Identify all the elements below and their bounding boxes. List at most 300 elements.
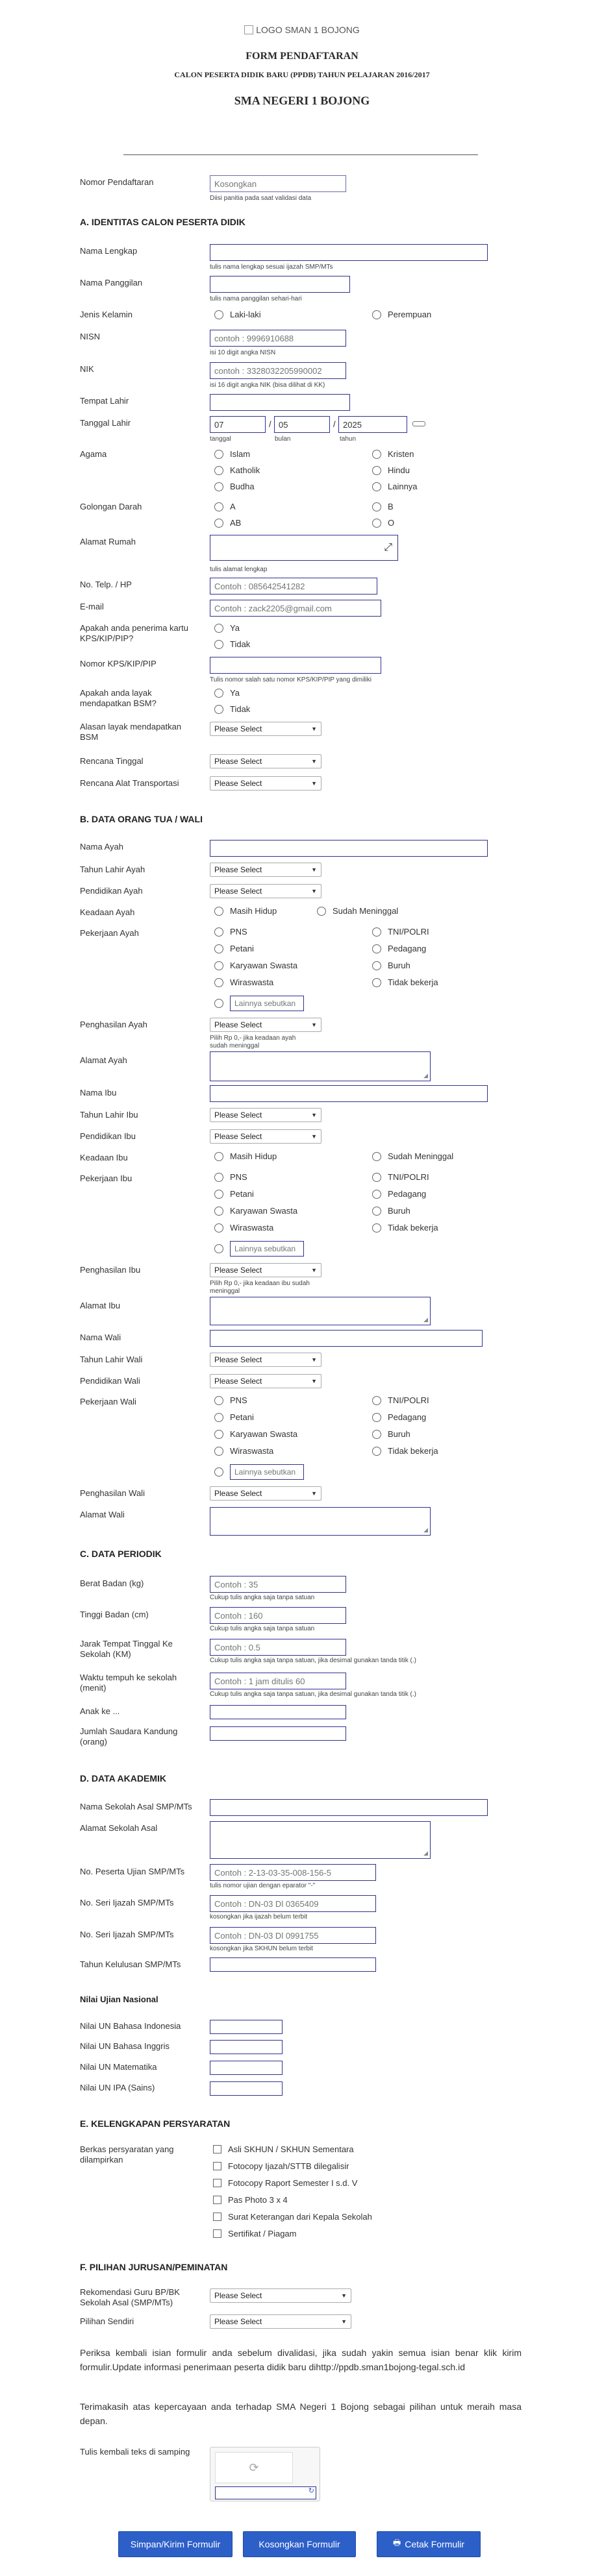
radio-ibu-tidak-bekerja[interactable]	[372, 1223, 438, 1233]
nama-lengkap-label: Nama Lengkap	[80, 246, 138, 256]
radio-wali-buruh[interactable]	[372, 1429, 410, 1439]
resize-grip-icon[interactable]: ◢	[423, 1072, 428, 1079]
alamat-ayah-label: Alamat Ayah	[80, 1055, 127, 1065]
bsm-label: Apakah anda layak mendapatkan BSM?	[80, 688, 157, 708]
radio-circle[interactable]	[372, 1190, 381, 1199]
no-ujian-hint: tulis nomor ujian dengan eparator "-"	[210, 1882, 316, 1889]
section-f-title: F. PILIHAN JURUSAN/PEMINATAN	[80, 2262, 228, 2272]
radio-ibu-pedagang[interactable]	[372, 1189, 426, 1199]
radio-circle[interactable]	[214, 1190, 223, 1199]
nama-ibu-label: Nama Ibu	[80, 1088, 117, 1098]
radio-circle[interactable]	[214, 519, 223, 528]
alamat-wali-textarea[interactable]	[210, 1507, 431, 1536]
radio-label: PNS	[230, 1395, 247, 1405]
no-skhun-label: No. Seri Ijazah SMP/MTs	[80, 1930, 174, 1939]
tanggal-day-input[interactable]	[210, 416, 266, 433]
select-value: Please Select	[214, 1020, 262, 1029]
form-header	[0, 0, 604, 108]
golongan-darah-label: Golongan Darah	[80, 502, 142, 511]
radio-ayah-buruh[interactable]	[372, 961, 410, 970]
no-skhun-input[interactable]	[210, 1927, 376, 1944]
radio-ayah-pns[interactable]	[214, 927, 247, 937]
pendidikan-wali-select[interactable]	[210, 1374, 321, 1388]
radio-ibu-karyawan[interactable]	[214, 1206, 297, 1216]
radio-circle[interactable]	[214, 640, 223, 649]
reset-button[interactable]: Kosongkan Formulir	[243, 2531, 356, 2557]
nisn-hint: isi 10 digit angka NISN	[210, 349, 276, 356]
nilai-un-title: Nilai Ujian Nasional	[80, 1994, 158, 2004]
pilihan-sendiri-select[interactable]	[210, 2314, 351, 2329]
radio-ibu-wiraswasta[interactable]	[214, 1223, 273, 1233]
radio-circle[interactable]	[214, 927, 223, 937]
radio-circle[interactable]	[214, 1207, 223, 1216]
radio-ayah-lainnya[interactable]	[214, 996, 304, 1011]
radio-b[interactable]	[372, 502, 394, 511]
berkas-label: Berkas persyaratan yang dilampirkan	[80, 2144, 174, 2165]
checkbox-box[interactable]	[213, 2229, 221, 2238]
radio-perempuan[interactable]	[372, 310, 431, 319]
radio-label: Masih Hidup	[230, 1151, 277, 1161]
radio-ibu-tni[interactable]	[372, 1172, 429, 1182]
resize-grip-icon[interactable]: ◢	[423, 1527, 428, 1533]
radio-circle[interactable]	[214, 705, 223, 714]
email-input[interactable]	[210, 600, 381, 617]
checkbox-box[interactable]	[213, 2213, 221, 2221]
alamat-rumah-textarea[interactable]	[210, 535, 398, 561]
radio-label: Pedagang	[388, 1412, 427, 1422]
radio-ayah-wiraswasta[interactable]	[214, 977, 273, 987]
penghasilan-ayah-hint: Pilih Rp 0,- jika keadaan ayah sudah meninggal	[210, 1035, 296, 1049]
checkbox-box[interactable]	[213, 2179, 221, 2187]
captcha-loading-icon: ⟳	[215, 2452, 293, 2483]
radio-ibu-lainnya[interactable]	[214, 1241, 304, 1257]
no-ujian-input[interactable]	[210, 1864, 376, 1881]
nama-panggilan-hint: tulis nama panggilan sehari-hari	[210, 295, 302, 302]
alamat-rumah-hint: tulis alamat lengkap	[210, 566, 268, 573]
no-kps-label: Nomor KPS/KIP/PIP	[80, 659, 157, 669]
nisn-input[interactable]	[210, 330, 346, 347]
nama-ibu-input[interactable]	[210, 1085, 488, 1102]
radio-circle[interactable]	[372, 450, 381, 459]
radio-laki-laki[interactable]	[214, 310, 261, 319]
radio-ayah-petani[interactable]	[214, 944, 254, 953]
radio-ibu-petani[interactable]	[214, 1189, 254, 1199]
chevron-down-icon: ▼	[341, 2318, 347, 2325]
captcha-input[interactable]	[215, 2486, 316, 2499]
select-value: Please Select	[214, 1110, 262, 1120]
nilai-inggris-label: Nilai UN Bahasa Inggris	[80, 2041, 170, 2051]
waktu-input[interactable]	[210, 1673, 346, 1689]
alamat-ibu-textarea[interactable]	[210, 1297, 431, 1325]
tahun-lulus-input[interactable]	[210, 1957, 376, 1972]
waktu-label: Waktu tempuh ke sekolah (menit)	[80, 1673, 177, 1693]
no-ijazah-label: No. Seri Ijazah SMP/MTs	[80, 1898, 174, 1907]
radio-ayah-meninggal[interactable]	[317, 906, 398, 916]
chevron-down-icon: ▼	[311, 1133, 317, 1140]
no-ijazah-input[interactable]	[210, 1895, 376, 1912]
radio-label: PNS	[230, 927, 247, 937]
radio-wali-lainnya[interactable]	[214, 1464, 304, 1480]
school-logo	[244, 25, 359, 35]
nilai-indo-label: Nilai UN Bahasa Indonesia	[80, 2021, 181, 2031]
tinggi-badan-input[interactable]	[210, 1607, 346, 1624]
radio-circle[interactable]	[214, 624, 223, 633]
expand-icon[interactable]: ⤢	[384, 542, 392, 553]
nomor-pendaftaran-input[interactable]	[210, 175, 346, 192]
radio-ibu-meninggal[interactable]	[372, 1151, 453, 1161]
radio-circle[interactable]	[214, 978, 223, 987]
tahun-wali-select[interactable]	[210, 1353, 321, 1367]
alamat-ayah-textarea[interactable]	[210, 1051, 431, 1081]
pekerjaan-wali-lainnya-input[interactable]	[230, 1464, 304, 1480]
radio-islam[interactable]	[214, 449, 250, 459]
radio-circle[interactable]	[214, 450, 223, 459]
print-button-label: Cetak Formulir	[405, 2539, 465, 2549]
radio-label: Lainnya	[388, 482, 418, 491]
radio-circle[interactable]	[372, 1207, 381, 1216]
radio-ibu-hidup[interactable]	[214, 1151, 277, 1161]
radio-wali-pedagang[interactable]	[372, 1412, 426, 1422]
radio-label: Tidak bekerja	[388, 977, 438, 987]
jarak-input[interactable]	[210, 1639, 346, 1656]
checkbox-box[interactable]	[213, 2145, 221, 2153]
chevron-down-icon: ▼	[311, 866, 317, 873]
radio-label: Wiraswasta	[230, 1446, 274, 1456]
radio-circle[interactable]	[372, 519, 381, 528]
radio-circle[interactable]	[214, 482, 223, 491]
radio-circle[interactable]	[214, 944, 223, 953]
radio-label: A	[230, 502, 236, 511]
radio-ibu-buruh[interactable]	[372, 1206, 410, 1216]
penghasilan-ibu-select[interactable]	[210, 1263, 321, 1277]
penghasilan-wali-label: Penghasilan Wali	[80, 1488, 145, 1498]
radio-label: Petani	[230, 944, 254, 953]
waktu-hint: Cukup tulis angka saja tanpa satuan, jika desimal gunakan tanda titik (.)	[210, 1691, 416, 1698]
checkbox-label: Fotocopy Raport Semester I s.d. V	[228, 2178, 358, 2188]
select-value: Please Select	[214, 724, 262, 733]
pekerjaan-ayah-lainnya-input[interactable]	[230, 996, 304, 1011]
tempat-lahir-label: Tempat Lahir	[80, 396, 129, 406]
checkbox-pasfoto[interactable]	[213, 2195, 288, 2205]
radio-label: Sudah Meninggal	[333, 906, 399, 916]
select-value: Please Select	[214, 1132, 262, 1141]
tanggal-month-input[interactable]	[274, 416, 330, 433]
no-kps-input[interactable]	[210, 657, 381, 674]
radio-kristen[interactable]	[372, 449, 414, 459]
chevron-down-icon: ▼	[311, 758, 317, 765]
radio-label: Hindu	[388, 465, 410, 475]
rencana-transport-label: Rencana Alat Transportasi	[80, 778, 179, 788]
kps-label: Apakah anda penerima kartu KPS/KIP/PIP?	[80, 623, 188, 643]
radio-label: Buruh	[388, 1206, 410, 1216]
checkbox-sertifikat[interactable]	[213, 2229, 297, 2239]
nilai-indo-input[interactable]	[210, 2020, 283, 2034]
rencana-tinggal-select[interactable]	[210, 754, 321, 768]
date-separator: /	[333, 419, 336, 429]
penghasilan-ibu-hint: Pilih Rp 0,- jika keadaan ibu sudah meninggal	[210, 1280, 310, 1295]
radio-circle[interactable]	[317, 907, 326, 916]
section-d-title: D. DATA AKADEMIK	[80, 1773, 166, 1784]
nama-lengkap-input[interactable]	[210, 244, 488, 261]
alamat-ibu-label: Alamat Ibu	[80, 1301, 121, 1310]
alasan-bsm-select[interactable]	[210, 722, 321, 736]
captcha-box	[210, 2447, 320, 2501]
radio-circle[interactable]	[372, 961, 381, 970]
checkbox-label: Asli SKHUN / SKHUN Sementara	[228, 2144, 354, 2154]
header-divider	[123, 154, 478, 155]
sekolah-asal-input[interactable]	[210, 1799, 488, 1816]
saudara-input[interactable]	[210, 1726, 346, 1741]
radio-circle[interactable]	[372, 927, 381, 937]
alamat-rumah-label: Alamat Rumah	[80, 537, 136, 546]
no-ujian-label: No. Peserta Ujian SMP/MTs	[80, 1867, 185, 1876]
nik-input[interactable]	[210, 362, 346, 379]
logo-alt-text: LOGO SMAN 1 BOJONG	[256, 25, 360, 35]
radio-ibu-pns[interactable]	[214, 1172, 247, 1182]
radio-circle[interactable]	[214, 1447, 223, 1456]
chevron-down-icon: ▼	[311, 1112, 317, 1118]
select-value: Please Select	[214, 1355, 262, 1364]
radio-label: Tidak bekerja	[388, 1223, 438, 1233]
radio-label: Islam	[230, 449, 251, 459]
radio-circle[interactable]	[372, 944, 381, 953]
submit-button[interactable]: Simpan/Kirim Formulir	[118, 2531, 233, 2557]
radio-label: TNI/POLRI	[388, 927, 429, 937]
radio-circle[interactable]	[372, 1430, 381, 1439]
select-value: Please Select	[214, 2291, 262, 2300]
chevron-down-icon: ▼	[311, 726, 317, 732]
radio-label: Karyawan Swasta	[230, 1206, 298, 1216]
page-subtitle: CALON PESERTA DIDIK BARU (PPDB) TAHUN PELAJARAN 2016/2017	[174, 70, 430, 79]
radio-circle[interactable]	[372, 1396, 381, 1405]
radio-label: Petani	[230, 1189, 254, 1199]
pendidikan-ayah-select[interactable]	[210, 884, 321, 898]
saudara-label: Jumlah Saudara Kandung (orang)	[80, 1726, 178, 1747]
checkbox-box[interactable]	[213, 2196, 221, 2204]
radio-circle[interactable]	[372, 1173, 381, 1182]
radio-circle[interactable]	[214, 1430, 223, 1439]
tempat-lahir-input[interactable]	[210, 394, 350, 411]
radio-circle[interactable]	[214, 1152, 223, 1161]
chevron-down-icon: ▼	[311, 1490, 317, 1497]
email-label: E-mail	[80, 602, 104, 611]
radio-label: Sudah Meninggal	[388, 1151, 454, 1161]
radio-circle[interactable]	[372, 1413, 381, 1422]
jarak-label: Jarak Tempat Tinggal Ke Sekolah (KM)	[80, 1639, 173, 1659]
radio-hindu[interactable]	[372, 465, 410, 475]
nilai-mtk-label: Nilai UN Matematika	[80, 2062, 157, 2072]
tanggal-lahir-label: Tanggal Lahir	[80, 418, 131, 428]
radio-circle[interactable]	[214, 1173, 223, 1182]
radio-circle[interactable]	[214, 907, 223, 916]
radio-circle[interactable]	[214, 1396, 223, 1405]
radio-wali-karyawan[interactable]	[214, 1429, 297, 1439]
radio-circle[interactable]	[214, 502, 223, 511]
radio-circle[interactable]	[372, 482, 381, 491]
radio-bsm-tidak[interactable]	[214, 704, 250, 714]
radio-lainnya[interactable]	[372, 482, 418, 491]
radio-label: Ya	[230, 688, 240, 698]
select-value: Please Select	[214, 2317, 262, 2326]
radio-ayah-tidak-bekerja[interactable]	[372, 977, 438, 987]
penghasilan-ayah-select[interactable]	[210, 1018, 321, 1032]
radio-a[interactable]	[214, 502, 236, 511]
pekerjaan-wali-label: Pekerjaan Wali	[80, 1397, 136, 1406]
tahun-ibu-select[interactable]	[210, 1108, 321, 1122]
section-a-title: A. IDENTITAS CALON PESERTA DIDIK	[80, 217, 245, 227]
tahun-ayah-label: Tahun Lahir Ayah	[80, 865, 145, 874]
radio-ayah-hidup[interactable]	[214, 906, 277, 916]
radio-label: Karyawan Swasta	[230, 1429, 298, 1439]
radio-circle[interactable]	[372, 1447, 381, 1456]
radio-label: Wiraswasta	[230, 977, 274, 987]
checkbox-label: Pas Photo 3 x 4	[228, 2195, 288, 2205]
chevron-down-icon: ▼	[311, 1378, 317, 1384]
sekolah-asal-label: Nama Sekolah Asal SMP/MTs	[80, 1802, 192, 1811]
no-kps-hint: Tulis nomor salah satu nomor KPS/KIP/PIP yang dimiliki	[210, 676, 371, 683]
nama-panggilan-input[interactable]	[210, 276, 350, 293]
radio-wali-tidak-bekerja[interactable]	[372, 1446, 438, 1456]
radio-ayah-karyawan[interactable]	[214, 961, 297, 970]
radio-label: Masih Hidup	[230, 906, 277, 916]
radio-label: Tidak	[230, 639, 251, 649]
nama-lengkap-hint: tulis nama lengkap sesuai ijazah SMP/MTs	[210, 264, 333, 271]
radio-circle[interactable]	[214, 961, 223, 970]
nilai-inggris-input[interactable]	[210, 2040, 283, 2054]
page-title: FORM PENDAFTARAN	[245, 51, 359, 62]
keadaan-ayah-label: Keadaan Ayah	[80, 907, 135, 917]
radio-circle[interactable]	[214, 466, 223, 475]
resize-grip-icon[interactable]: ◢	[423, 1850, 428, 1856]
date-day-label: tanggal	[210, 435, 231, 443]
radio-ayah-pedagang[interactable]	[372, 944, 426, 953]
radio-ab[interactable]	[214, 518, 241, 528]
tahun-ayah-select[interactable]	[210, 863, 321, 877]
penghasilan-wali-select[interactable]	[210, 1486, 321, 1501]
section-e-title: E. KELENGKAPAN PERSYARATAN	[80, 2118, 231, 2129]
radio-wali-petani[interactable]	[214, 1412, 254, 1422]
radio-kps-ya[interactable]	[214, 623, 240, 633]
nilai-mtk-input[interactable]	[210, 2061, 283, 2075]
date-separator: /	[269, 419, 271, 429]
radio-circle[interactable]	[214, 1467, 223, 1477]
pekerjaan-ibu-lainnya-input[interactable]	[230, 1241, 304, 1257]
telp-input[interactable]	[210, 578, 377, 595]
radio-circle[interactable]	[372, 502, 381, 511]
select-value: Please Select	[214, 779, 262, 788]
radio-wali-pns[interactable]	[214, 1395, 247, 1405]
radio-label: Karyawan Swasta	[230, 961, 298, 970]
tinggi-badan-hint: Cukup tulis angka saja tanpa satuan	[210, 1625, 315, 1632]
nama-ayah-input[interactable]	[210, 840, 488, 857]
radio-circle[interactable]	[214, 310, 223, 319]
radio-label: TNI/POLRI	[388, 1172, 429, 1182]
checkbox-skhun[interactable]	[213, 2144, 354, 2154]
select-value: Please Select	[214, 865, 262, 874]
radio-circle[interactable]	[214, 1223, 223, 1233]
berat-badan-input[interactable]	[210, 1576, 346, 1593]
chevron-down-icon: ▼	[311, 1022, 317, 1028]
checkbox-label: Surat Keterangan dari Kepala Sekolah	[228, 2212, 372, 2222]
penghasilan-ayah-label: Penghasilan Ayah	[80, 1020, 147, 1029]
radio-label: Kristen	[388, 449, 414, 459]
rekomendasi-select[interactable]	[210, 2288, 351, 2303]
chevron-down-icon: ▼	[341, 2292, 347, 2299]
tanggal-year-input[interactable]	[338, 416, 407, 433]
rencana-transport-select[interactable]	[210, 776, 321, 791]
resize-grip-icon[interactable]: ◢	[423, 1316, 428, 1323]
radio-circle[interactable]	[214, 1413, 223, 1422]
chevron-down-icon: ▼	[311, 1356, 317, 1363]
rencana-tinggal-label: Rencana Tinggal	[80, 756, 144, 766]
date-month-label: bulan	[275, 435, 291, 443]
radio-ayah-tni[interactable]	[372, 927, 429, 937]
select-value: Please Select	[214, 887, 262, 896]
radio-label: Tidak	[230, 704, 251, 714]
radio-wali-tni[interactable]	[372, 1395, 429, 1405]
nilai-ipa-input[interactable]	[210, 2081, 283, 2096]
radio-circle[interactable]	[214, 999, 223, 1008]
radio-o[interactable]	[372, 518, 394, 528]
nik-hint: isi 16 digit angka NIK (bisa dilihat di KK)	[210, 382, 325, 389]
radio-circle[interactable]	[372, 310, 381, 319]
chevron-down-icon: ▼	[311, 1267, 317, 1273]
agama-label: Agama	[80, 449, 107, 459]
tahun-ibu-label: Tahun Lahir Ibu	[80, 1110, 138, 1120]
radio-label: Laki-laki	[230, 310, 261, 319]
radio-circle[interactable]	[372, 978, 381, 987]
no-ijazah-hint: kosongkan jika ijazah belum terbit	[210, 1913, 308, 1920]
radio-circle[interactable]	[214, 1244, 223, 1253]
pendidikan-ibu-select[interactable]	[210, 1129, 321, 1144]
alamat-sekolah-textarea[interactable]	[210, 1821, 431, 1859]
nama-wali-input[interactable]	[210, 1330, 483, 1347]
radio-label: TNI/POLRI	[388, 1395, 429, 1405]
radio-budha[interactable]	[214, 482, 255, 491]
anak-ke-input[interactable]	[210, 1705, 346, 1719]
radio-wali-wiraswasta[interactable]	[214, 1446, 273, 1456]
broken-image-icon	[244, 25, 253, 34]
pendidikan-ibu-label: Pendidikan Ibu	[80, 1131, 136, 1141]
calendar-icon[interactable]	[412, 421, 425, 426]
closing-thanks: Terimakasih atas kepercayaan anda terhadap SMA Negeri 1 Bojong sebagai pilihan untuk meraih masa depan.	[80, 2401, 522, 2426]
checkbox-surat[interactable]	[213, 2212, 372, 2222]
alamat-sekolah-label: Alamat Sekolah Asal	[80, 1823, 158, 1833]
refresh-captcha-icon[interactable]: ↻	[308, 2487, 314, 2495]
radio-circle[interactable]	[372, 466, 381, 475]
checkbox-raport[interactable]	[213, 2178, 357, 2188]
radio-label: Wiraswasta	[230, 1223, 274, 1233]
radio-circle[interactable]	[214, 689, 223, 698]
radio-katholik[interactable]	[214, 465, 260, 475]
radio-kps-tidak[interactable]	[214, 639, 250, 649]
radio-bsm-ya[interactable]	[214, 688, 240, 698]
printer-icon: 🖶	[392, 2538, 401, 2547]
checkbox-ijazah[interactable]	[213, 2161, 349, 2171]
radio-label: Buruh	[388, 961, 410, 970]
radio-label: Buruh	[388, 1429, 410, 1439]
print-button[interactable]	[377, 2531, 481, 2557]
radio-label: Perempuan	[388, 310, 432, 319]
checkbox-box[interactable]	[213, 2162, 221, 2170]
radio-circle[interactable]	[372, 1223, 381, 1233]
radio-circle[interactable]	[372, 1152, 381, 1161]
nama-wali-label: Nama Wali	[80, 1332, 121, 1342]
keadaan-ibu-label: Keadaan Ibu	[80, 1153, 128, 1162]
select-value: Please Select	[214, 1377, 262, 1386]
radio-label: Tidak bekerja	[388, 1446, 438, 1456]
nisn-label: NISN	[80, 332, 101, 341]
